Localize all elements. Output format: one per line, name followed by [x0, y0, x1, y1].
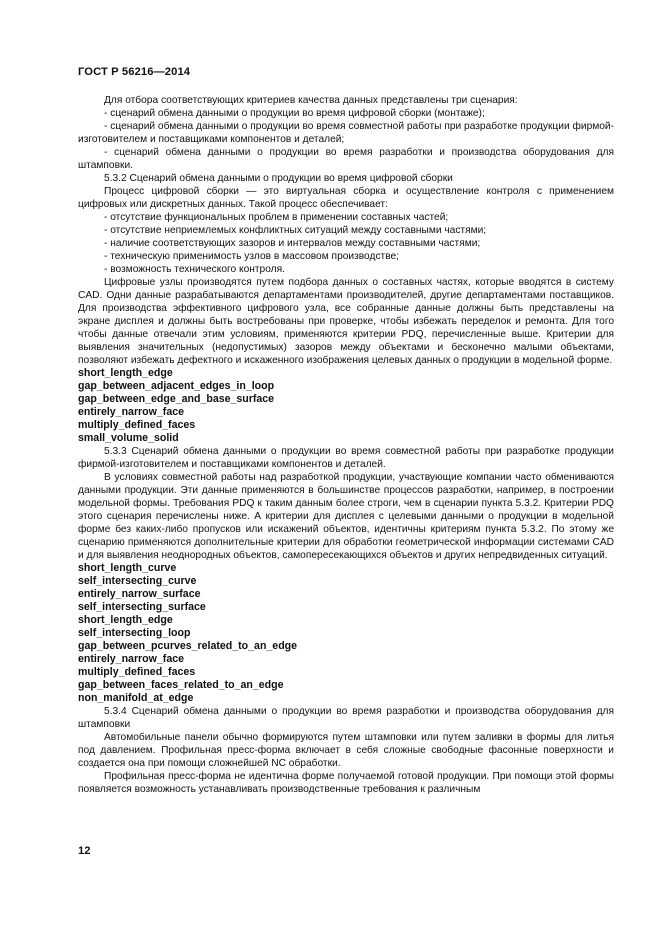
- criterion-code: short_length_edge: [78, 367, 173, 379]
- paragraph: Для отбора соответствующих критериев качества данных представлены три сценария:: [104, 95, 518, 106]
- document-header: ГОСТ Р 56216—2014: [78, 66, 191, 78]
- criterion-code: entirely_narrow_face: [78, 653, 184, 665]
- criterion-code: gap_between_edge_and_base_surface: [78, 393, 275, 405]
- criterion-code: short_length_edge: [78, 614, 173, 626]
- section-heading-5-3-2: 5.3.2 Сценарий обмена данными о продукции во время цифровой сборки: [104, 173, 453, 184]
- scenario-item: - сценарий обмена данными о продукции во время совместной работы при разработке продукции фирмой-изготовителем и поставщиками компонентов и деталей;: [78, 121, 614, 145]
- criterion-code: multiply_defined_faces: [78, 666, 196, 678]
- section-heading-5-3-3: 5.3.3 Сценарий обмена данными о продукции во время совместной работы при разработке продукции фирмой-изготовителем и поставщиками компонентов и деталей.: [78, 446, 614, 470]
- section-heading-5-3-4: 5.3.4 Сценарий обмена данными о продукции во время разработки и производства оборудования для штамповки: [78, 706, 614, 730]
- scenario-item: - сценарий обмена данными о продукции во время цифровой сборки (монтаже);: [104, 108, 485, 119]
- criterion-code: gap_between_faces_related_to_an_edge: [78, 679, 284, 691]
- list-item: - отсутствие функциональных проблем в применении составных частей;: [104, 212, 449, 223]
- criterion-code: non_manifold_at_edge: [78, 692, 194, 704]
- paragraph: Автомобильные панели обычно формируются путем штамповки или путем заливки в формы для литья под давлением. Профильная пресс-форма включает в себя сложные свободные фасонные поверхности и создается она при помощи сложнейшей NC обработки.: [78, 732, 614, 769]
- criterion-code: gap_between_pcurves_related_to_an_edge: [78, 640, 298, 652]
- paragraph: В условиях совместной работы над разработкой продукции, участвующие компании часто обмениваются данными продукции. Эти данные применяются в большинстве процессов разработки, например, в построении модельной формы. Требования PDQ к таким данным более строги, чем в сценарии пункта 5.3.2. Критерии PDQ этого сценария перечислены ниже. А критерии для дисплея с целевыми данными о продукции в модельной форме без каких-либо пропусков или искажений объектов, идентичны критериям пункта 5.3.2. По этому же сценарию применяются дополнительные критерии для обработки геометрической информации системами CAD и для выявления неоднородных объектов, самопересекающихся объектов и других непредвиденных ситуаций.: [78, 472, 614, 561]
- criterion-code: entirely_narrow_face: [78, 406, 184, 418]
- page-body: [78, 94, 614, 796]
- criterion-code: self_intersecting_loop: [78, 627, 191, 639]
- criterion-code: entirely_narrow_surface: [78, 588, 201, 600]
- list-item: - техническую применимость узлов в массовом производстве;: [104, 251, 399, 262]
- paragraph: Процесс цифровой сборки — это виртуальная сборка и осуществление контроля с применением цифровых или дискретных данных. Такой процесс обеспечивает:: [78, 186, 614, 210]
- criterion-code: gap_between_adjacent_edges_in_loop: [78, 380, 275, 392]
- paragraph: Цифровые узлы производятся путем подбора данных о составных частях, которые вводятся в систему CAD. Одни данные разрабатываются департаментами производителей, другие департаментами поставщиков. Для производства эффективного цифрового узла, все собранные данные должны быть представлены на экране дисплея и должны быть востребованы при проверке, чтобы избежать переделок и ремонта. Для того чтобы данные отвечали этим условиям, применяются критерии PDQ, перечисленные выше. Критерии для выявления значительных (недопустимых) зазоров между объектами и бесконечно малыми объектами, позволяют избежать дефектного и искаженного изображения целевых данных о продукции в модельной форме.: [78, 277, 614, 366]
- criterion-code: small_volume_solid: [78, 432, 179, 444]
- page-number: 12: [78, 845, 91, 857]
- list-item: - возможность технического контроля.: [104, 264, 285, 275]
- list-item: - наличие соответствующих зазоров и интервалов между составными частями;: [104, 238, 481, 249]
- criterion-code: self_intersecting_surface: [78, 601, 206, 613]
- list-item: - отсутствие неприемлемых конфликтных ситуаций между составными частями;: [104, 225, 487, 236]
- criterion-code: self_intersecting_curve: [78, 575, 197, 587]
- scenario-item: - сценарий обмена данными о продукции во время разработки и производства оборудования для штамповки.: [78, 147, 614, 171]
- criterion-code: multiply_defined_faces: [78, 419, 196, 431]
- paragraph: Профильная пресс-форма не идентична форме получаемой готовой продукции. При помощи этой формы появляется возможность устанавливать производственные требования к различным: [78, 771, 614, 795]
- criterion-code: short_length_curve: [78, 562, 177, 574]
